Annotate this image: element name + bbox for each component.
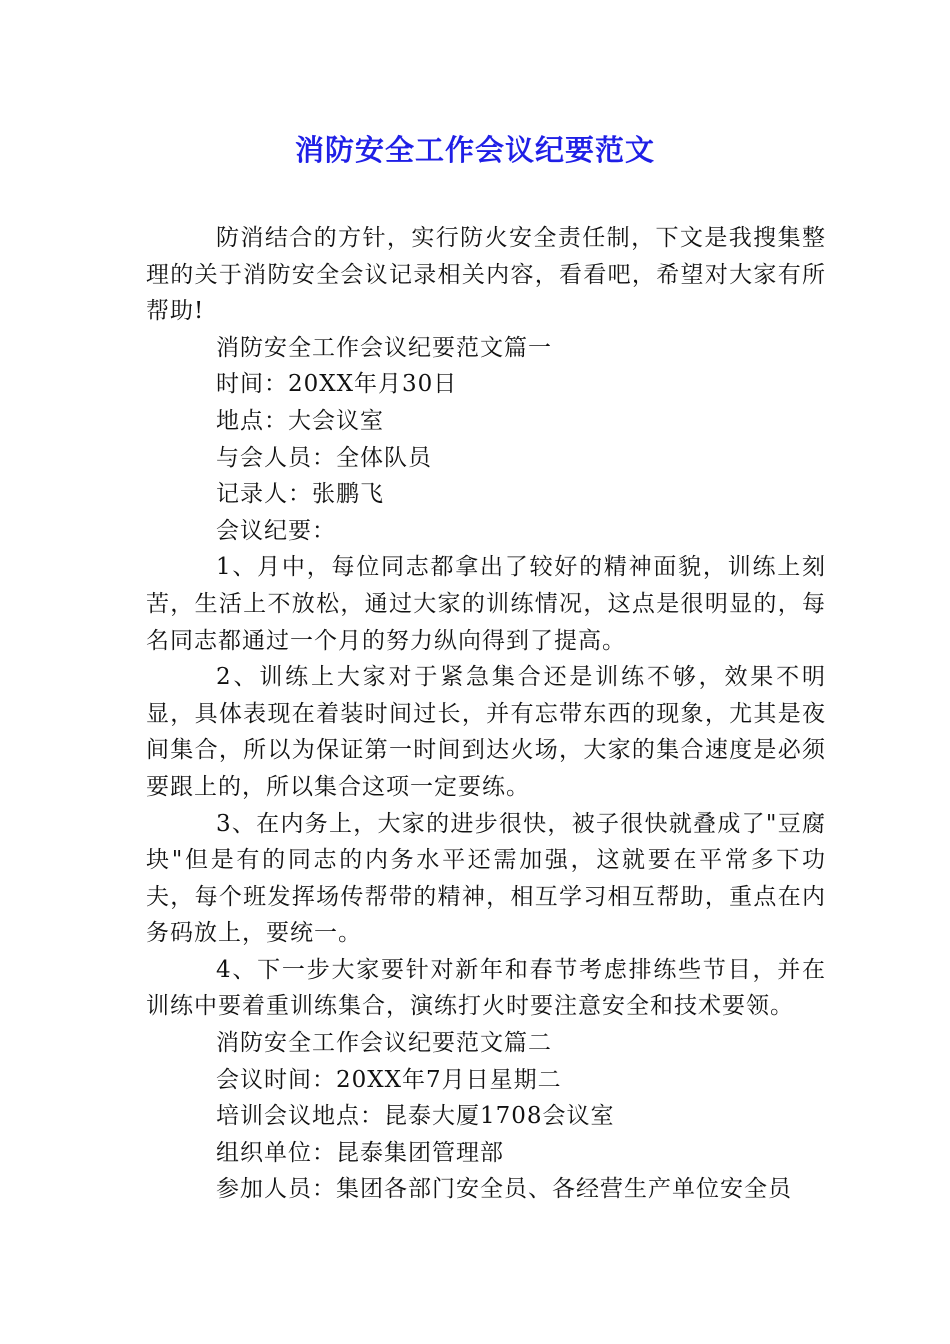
meeting-attendees: 与会人员：全体队员	[216, 444, 432, 471]
training-location: 培训会议地点：昆泰大厦1708会议室	[216, 1103, 615, 1130]
meeting-location: 地点：大会议室	[216, 407, 384, 434]
meeting-minutes-label: 会议纪要：	[216, 517, 336, 544]
meeting-time: 时间：20XX年月30日	[216, 371, 458, 398]
document-body	[146, 220, 826, 1208]
organizer: 组织单位：昆泰集团管理部	[216, 1139, 504, 1166]
minutes-item-4: 4、下一步大家要针对新年和春节考虑排练些节目，并在训练中要着重训练集合，演练打火时要注意安全和技术要领。	[146, 956, 826, 1020]
document-title: 消防安全工作会议纪要范文	[294, 133, 655, 167]
intro-paragraph: 防消结合的方针，实行防火安全责任制，下文是我搜集整理的关于消防安全会议记录相关内容，看看吧，希望对大家有所帮助!	[146, 225, 826, 325]
participants: 参加人员：集团各部门安全员、各经营生产单位安全员	[216, 1176, 792, 1203]
minutes-item-1: 1、月中，每位同志都拿出了较好的精神面貌，训练上刻苦，生活上不放松，通过大家的训练情况，这点是很明显的，每名同志都通过一个月的努力纵向得到了提高。	[146, 554, 826, 654]
section-heading-1: 消防安全工作会议纪要范文篇一	[216, 334, 552, 361]
meeting-time-2: 会议时间：20XX年7月日星期二	[216, 1066, 562, 1093]
section-heading-2: 消防安全工作会议纪要范文篇二	[216, 1030, 552, 1057]
minutes-item-2: 2、训练上大家对于紧急集合还是训练不够，效果不明显，具体表现在着装时间过长，并有忘带东西的现象，尤其是夜间集合，所以为保证第一时间到达火场，大家的集合速度是必须要跟上的，所以集合这项一定要练。	[146, 664, 826, 800]
meeting-recorder: 记录人：张鹏飞	[216, 481, 384, 508]
minutes-item-3: 3、在内务上，大家的进步很快，被子很快就叠成了"豆腐块"但是有的同志的内务水平还需加强，这就要在平常多下功夫，每个班发挥场传帮带的精神，相互学习相互帮助，重点在内务码放上，要统一。	[146, 810, 826, 947]
